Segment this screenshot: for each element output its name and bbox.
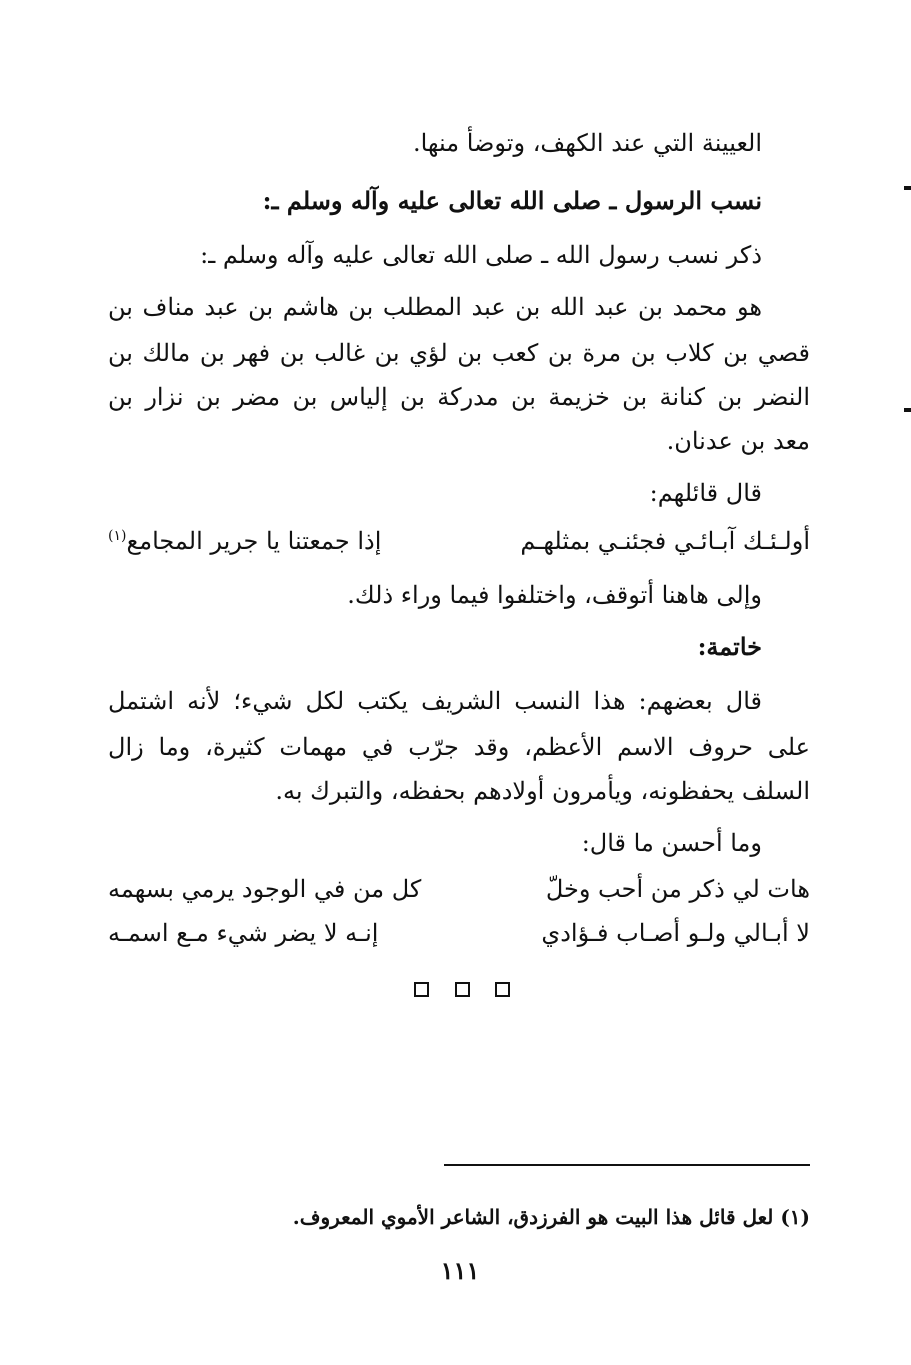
text-line: قال بعضهم: هذا النسب الشريف يكتب لكل شيء؛ لأنه اشتمل (108, 687, 762, 715)
verse-hemistich: أولـئـك آبـائـي فجئنـي بمثلهـم (520, 527, 810, 555)
page-number: ١١١ (440, 1256, 480, 1285)
text-line: قصي بن كلاب بن مرة بن كعب بن لؤي بن غالب بن فهر بن مالك بن (108, 339, 810, 367)
text-line: قال قائلهم: (649, 479, 762, 507)
verse-hemistich (108, 524, 381, 558)
text-line: معد بن عدنان. (666, 427, 810, 455)
text-line: ذكر نسب رسول الله ـ صلى الله تعالى عليه وآله وسلم ـ: (200, 241, 762, 269)
verse-line (108, 872, 810, 906)
section-heading: نسب الرسول ـ صلى الله تعالى عليه وآله وسلم ـ: (262, 186, 762, 215)
text-line: على حروف الاسم الأعظم، وقد جرّب في مهمات كثيرة، وما زال (108, 733, 810, 761)
footnote-divider (444, 1164, 810, 1166)
verse-line (108, 916, 810, 950)
square-ornament-icon (455, 982, 470, 997)
margin-mark (904, 408, 911, 412)
text-line: السلف يحفظونه، ويأمرون أولادهم بحفظه، والتبرك به. (275, 777, 810, 805)
section-end-ornament (414, 982, 510, 1002)
verse-hemistich: هات لي ذكر من أحب وخلّ (545, 875, 810, 903)
footnote: (١) لعل قائل هذا البيت هو الفرزدق، الشاعر الأموي المعروف. (292, 1205, 810, 1229)
verse-hemistich: كل من في الوجود يرمي بسهمه (108, 875, 422, 903)
text-line: وما أحسن ما قال: (581, 829, 762, 857)
square-ornament-icon (414, 982, 429, 997)
text-line: العيينة التي عند الكهف، وتوضأ منها. (412, 129, 762, 157)
verse-hemistich-text: إذا جمعتنا يا جرير المجامع (126, 527, 382, 555)
verse-line (108, 524, 810, 558)
margin-mark (904, 186, 911, 190)
text-line: هو محمد بن عبد الله بن عبد المطلب بن هاشم بن عبد مناف بن (108, 293, 762, 321)
text-line: وإلى هاهنا أتوقف، واختلفوا فيما وراء ذلك. (347, 581, 762, 609)
footnote-reference: (١) (108, 528, 127, 544)
verse-hemistich: لا أبـالي ولـو أصـاب فـؤادي (541, 919, 810, 947)
verse-hemistich: إنـه لا يضر شيء مـع اسمـه (108, 919, 379, 947)
section-heading: خاتمة: (697, 632, 762, 661)
text-line: النضر بن كنانة بن خزيمة بن مدركة بن إلياس بن مضر بن نزار بن (108, 383, 810, 411)
square-ornament-icon (495, 982, 510, 997)
